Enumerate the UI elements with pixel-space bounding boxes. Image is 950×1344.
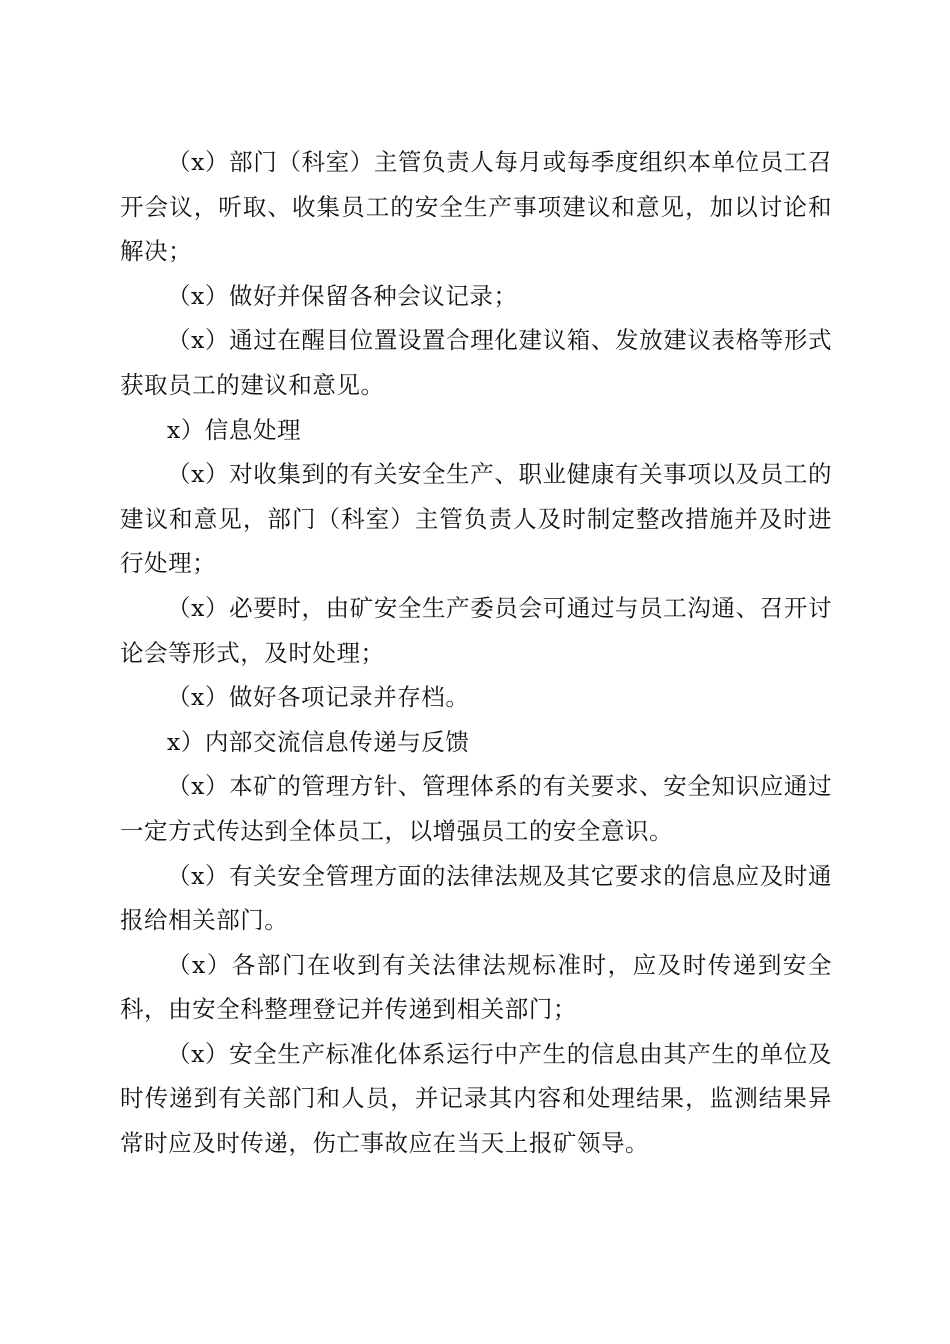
paragraph: （x）安全生产标准化体系运行中产生的信息由其产生的单位及时传递到有关部门和人员，并记录其内容和处理结果，监测结果异常时应及时传递，伤亡事故应在当天上报矿领导。 bbox=[120, 1039, 832, 1158]
document-body bbox=[120, 140, 832, 1166]
paragraph: （x）各部门在收到有关法律法规标准时，应及时传递到安全科，由安全科整理登记并传递到相关部门； bbox=[120, 950, 832, 1024]
paragraph: （x）部门（科室）主管负责人每月或每季度组织本单位员工召开会议，听取、收集员工的安全生产事项建议和意见，加以讨论和解决； bbox=[120, 148, 832, 266]
paragraph: （x）必要时，由矿安全生产委员会可通过与员工沟通、召开讨论会等形式，及时处理； bbox=[120, 593, 832, 667]
paragraph: （x）做好各项记录并存档。 bbox=[167, 683, 470, 712]
paragraph: （x）本矿的管理方针、管理体系的有关要求、安全知识应通过一定方式传达到全体员工，以增强员工的安全意识。 bbox=[120, 772, 832, 845]
paragraph: （x）通过在醒目位置设置合理化建议箱、发放建议表格等形式获取员工的建议和意见。 bbox=[120, 326, 832, 399]
paragraph: （x）对收集到的有关安全生产、职业健康有关事项以及员工的建议和意见，部门（科室）主管负责人及时制定整改措施并及时进行处理； bbox=[120, 460, 832, 578]
section-heading: x）信息处理 bbox=[167, 415, 302, 444]
paragraph: （x）有关安全管理方面的法律法规及其它要求的信息应及时通报给相关部门。 bbox=[120, 861, 832, 935]
paragraph: （x）做好并保留各种会议记录； bbox=[167, 281, 518, 310]
section-heading: x）内部交流信息传递与反馈 bbox=[167, 727, 470, 756]
